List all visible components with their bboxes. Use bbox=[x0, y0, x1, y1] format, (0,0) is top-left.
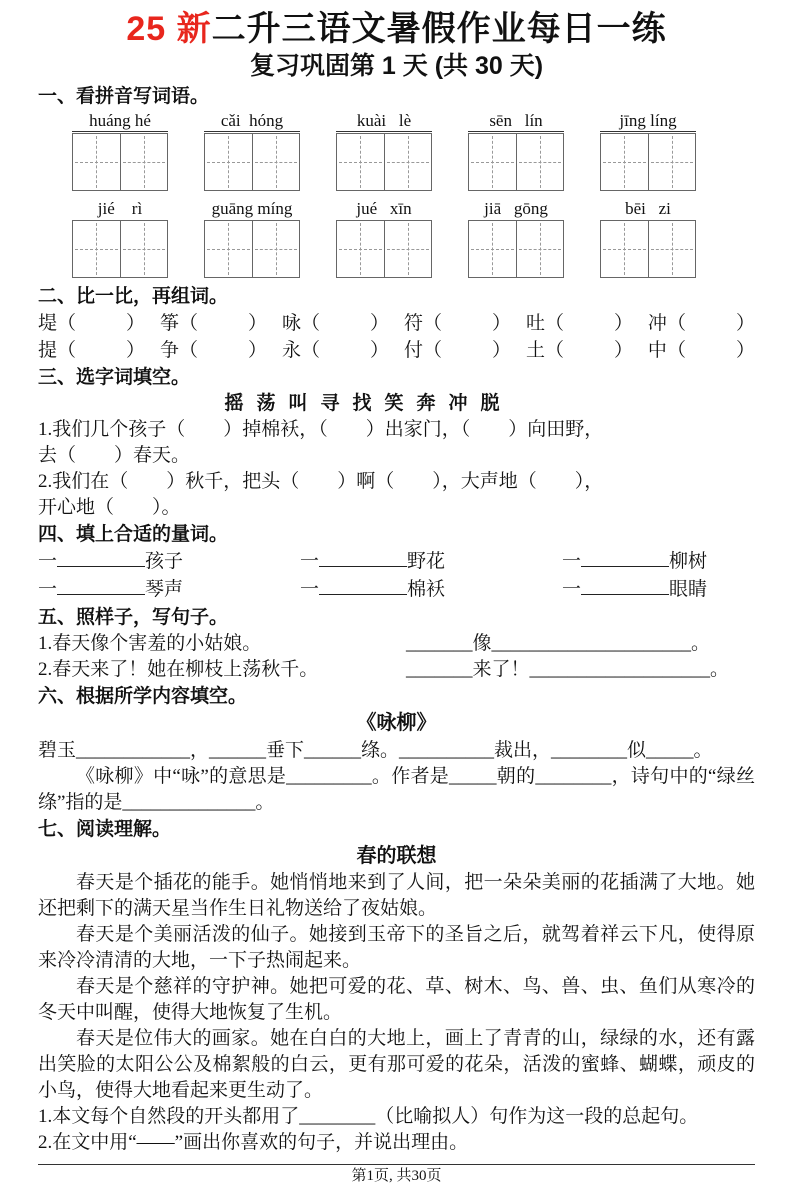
paren-close: ） bbox=[735, 313, 755, 334]
poem-fill-line: 碧玉____________，______垂下______绦。__________裁出，________似_____。 bbox=[38, 740, 713, 761]
answer-line bbox=[581, 564, 669, 567]
measure-prefix: 一 bbox=[562, 579, 582, 600]
example-sentence: 2.春天来了！她在柳枝上荡秋千。 bbox=[38, 659, 319, 680]
pinyin-label: cǎi hóng bbox=[204, 110, 300, 132]
page-number: 第1页, 共30页 bbox=[351, 1168, 442, 1184]
writing-cell bbox=[73, 221, 120, 277]
writing-grid bbox=[336, 133, 432, 191]
section5-heading: 五、照样子，写句子。 bbox=[38, 607, 229, 628]
compare-item bbox=[526, 337, 633, 364]
compare-item bbox=[38, 337, 145, 364]
paren-open: （ bbox=[300, 340, 320, 361]
measure-prefix: 一 bbox=[38, 579, 58, 600]
page-title bbox=[38, 8, 755, 50]
compare-char: 土 bbox=[525, 340, 545, 361]
fill-in-line: 开心地（ ）。 bbox=[38, 497, 181, 518]
compare-char: 筝 bbox=[159, 313, 179, 334]
paren-open: （ bbox=[300, 313, 320, 334]
fill-in-line: 去（ ）春天。 bbox=[38, 445, 191, 466]
example-row bbox=[38, 631, 755, 657]
reading-questions bbox=[38, 1104, 755, 1156]
answer-line bbox=[319, 564, 407, 567]
pinyin-group bbox=[204, 198, 300, 278]
measure-noun: 琴声 bbox=[145, 579, 184, 600]
writing-cell bbox=[337, 134, 384, 190]
pinyin-label: sēn lín bbox=[468, 110, 564, 132]
measure-prefix: 一 bbox=[38, 551, 58, 572]
answer-line bbox=[319, 592, 407, 595]
measure-item bbox=[562, 548, 707, 576]
answer-line bbox=[581, 592, 669, 595]
writing-cell bbox=[469, 221, 516, 277]
pinyin-label: kuài lè bbox=[336, 110, 432, 132]
section6-heading: 六、根据所学内容填空。 bbox=[38, 686, 248, 707]
writing-grid bbox=[600, 220, 696, 278]
section3-heading: 三、选字词填空。 bbox=[38, 367, 191, 388]
passage-title: 春的联想 bbox=[356, 845, 437, 867]
choose-word-lines bbox=[38, 417, 755, 521]
compare-item bbox=[404, 310, 511, 337]
compare-char: 付 bbox=[403, 340, 423, 361]
writing-grid bbox=[468, 133, 564, 191]
pinyin-group bbox=[336, 110, 432, 191]
poem-title: 《咏柳》 bbox=[356, 712, 437, 734]
reading-question: 1.本文每个自然段的开头都用了________（比喻拟人）句作为这一段的总起句。 bbox=[38, 1106, 699, 1127]
passage-paragraph: 春天是位伟大的画家。她在白白的大地上，画上了青青的山，绿绿的水，还有露出笑脸的太阳公公及棉絮般的白云，更有那可爱的花朵，活泼的蜜蜂、蝴蝶，顽皮的小鸟，使得大地看起来更生动了。 bbox=[38, 1028, 755, 1101]
paren-close: ） bbox=[491, 340, 511, 361]
writing-cell bbox=[205, 134, 252, 190]
section7-heading: 七、阅读理解。 bbox=[38, 819, 172, 840]
compare-char: 提 bbox=[38, 340, 58, 361]
writing-grid bbox=[204, 220, 300, 278]
example-sentence: 1.春天像个害羞的小姑娘。 bbox=[38, 633, 262, 654]
fill-in-line: 2.我们在（ ）秋千，把头（ ）啊（ ），大声地（ ）， bbox=[38, 471, 604, 492]
pinyin-group bbox=[336, 198, 432, 278]
writing-cell bbox=[384, 134, 432, 190]
measure-noun: 柳树 bbox=[669, 551, 708, 572]
writing-cell bbox=[252, 221, 300, 277]
compare-row-2 bbox=[38, 337, 755, 364]
compare-item bbox=[526, 310, 633, 337]
writing-cell bbox=[516, 221, 564, 277]
writing-grid bbox=[204, 133, 300, 191]
pinyin-label: bēi zi bbox=[625, 199, 671, 218]
compare-char: 永 bbox=[281, 340, 301, 361]
compare-item bbox=[282, 337, 389, 364]
compare-item bbox=[160, 337, 267, 364]
paren-close: ） bbox=[370, 340, 390, 361]
poem-explain: 《咏柳》中“咏”的意思是_________。作者是_____朝的________，诗句中的“绿丝绦”指的是______________。 bbox=[38, 766, 755, 813]
paren-open: （ bbox=[57, 340, 77, 361]
paren-open: （ bbox=[57, 313, 77, 334]
writing-cell bbox=[516, 134, 564, 190]
writing-cell bbox=[601, 134, 648, 190]
title-year-tag: 25 新 bbox=[126, 10, 212, 48]
paren-close: ） bbox=[126, 313, 146, 334]
pinyin-group bbox=[204, 110, 300, 191]
word-bank: 摇荡叫寻找笑奔冲脱 bbox=[224, 393, 513, 414]
answer-line bbox=[57, 564, 145, 567]
paren-close: ） bbox=[248, 313, 268, 334]
pinyin-group bbox=[468, 110, 564, 191]
paren-close: ） bbox=[370, 313, 390, 334]
pinyin-group bbox=[468, 198, 564, 278]
writing-grid bbox=[600, 133, 696, 191]
passage-paragraph: 春天是个美丽活泼的仙子。她接到玉帝下的圣旨之后，就驾着祥云下凡，使得原来冷冷清清的大地，一下子热闹起来。 bbox=[38, 924, 755, 971]
compare-row-1 bbox=[38, 310, 755, 337]
compare-item bbox=[160, 310, 267, 337]
fill-in-line: 1.我们几个孩子（ ）掉棉袄，（ ）出家门，（ ）向田野， bbox=[38, 419, 604, 440]
writing-grid bbox=[468, 220, 564, 278]
writing-grid bbox=[336, 220, 432, 278]
measure-prefix: 一 bbox=[300, 579, 320, 600]
writing-cell bbox=[337, 221, 384, 277]
passage-paragraphs bbox=[38, 870, 755, 1104]
measure-item bbox=[38, 576, 300, 604]
paren-open: （ bbox=[422, 313, 442, 334]
paren-open: （ bbox=[179, 340, 199, 361]
pinyin-group bbox=[72, 198, 168, 278]
writing-cell bbox=[601, 221, 648, 277]
compare-item bbox=[648, 310, 755, 337]
pinyin-label: jié rì bbox=[97, 199, 143, 218]
writing-cell bbox=[73, 134, 120, 190]
section-measure-words bbox=[38, 523, 755, 604]
writing-cell bbox=[648, 221, 696, 277]
section4-heading: 四、填上合适的量词。 bbox=[38, 524, 229, 545]
compare-item bbox=[38, 310, 145, 337]
measure-item bbox=[562, 576, 707, 604]
compare-char: 争 bbox=[159, 340, 179, 361]
pinyin-group bbox=[600, 110, 696, 191]
paren-close: ） bbox=[126, 340, 146, 361]
compare-char: 中 bbox=[647, 340, 667, 361]
compare-char: 堤 bbox=[38, 313, 58, 334]
example-row bbox=[38, 657, 755, 683]
paren-close: ） bbox=[491, 313, 511, 334]
measure-item bbox=[300, 576, 562, 604]
compare-char: 符 bbox=[403, 313, 423, 334]
section-poem bbox=[38, 685, 755, 816]
page-subtitle: 复习巩固第 1 天 (共 30 天) bbox=[249, 52, 544, 80]
title-main: 二升三语文暑假作业每日一练 bbox=[211, 10, 667, 48]
compare-char: 冲 bbox=[647, 313, 667, 334]
section2-heading: 二、比一比，再组词。 bbox=[38, 286, 229, 307]
compare-char: 吐 bbox=[525, 313, 545, 334]
measure-item bbox=[38, 548, 300, 576]
pinyin-group bbox=[600, 198, 696, 278]
compare-item bbox=[404, 337, 511, 364]
paren-close: ） bbox=[613, 340, 633, 361]
compare-char: 咏 bbox=[281, 313, 301, 334]
passage-paragraph: 春天是个慈祥的守护神。她把可爱的花、草、树木、鸟、兽、虫、鱼们从寒冷的冬天中叫醒，使得大地恢复了生机。 bbox=[38, 976, 755, 1023]
pinyin-row-2 bbox=[72, 198, 696, 278]
paren-close: ） bbox=[613, 313, 633, 334]
section-pinyin bbox=[38, 85, 755, 278]
writing-cell bbox=[205, 221, 252, 277]
example-rows bbox=[38, 631, 755, 683]
paren-open: （ bbox=[666, 313, 686, 334]
paren-open: （ bbox=[666, 340, 686, 361]
section1-heading: 一、看拼音写词语。 bbox=[38, 86, 210, 107]
paren-open: （ bbox=[544, 340, 564, 361]
pinyin-label: jīng líng bbox=[600, 110, 696, 132]
writing-cell bbox=[469, 134, 516, 190]
reading-question: 2.在文中用“——”画出你喜欢的句子，并说出理由。 bbox=[38, 1132, 469, 1153]
paren-open: （ bbox=[544, 313, 564, 334]
example-answer: _______来了！___________________。 bbox=[406, 659, 730, 680]
pinyin-group bbox=[72, 110, 168, 191]
writing-cell bbox=[120, 221, 168, 277]
pinyin-row-1 bbox=[72, 110, 696, 191]
passage-paragraph: 春天是个插花的能手。她悄悄地来到了人间，把一朵朵美丽的花插满了大地。她还把剩下的满天星当作生日礼物送给了夜姑娘。 bbox=[38, 872, 755, 919]
writing-cell bbox=[648, 134, 696, 190]
paren-open: （ bbox=[179, 313, 199, 334]
compare-item bbox=[648, 337, 755, 364]
writing-grid bbox=[72, 133, 168, 191]
section-choose-words bbox=[38, 366, 755, 521]
writing-cell bbox=[384, 221, 432, 277]
measure-noun: 孩子 bbox=[145, 551, 184, 572]
pinyin-label: jué xīn bbox=[356, 199, 412, 218]
measure-row-2 bbox=[38, 576, 755, 604]
writing-grid bbox=[72, 220, 168, 278]
answer-line bbox=[57, 592, 145, 595]
paren-open: （ bbox=[422, 340, 442, 361]
writing-cell bbox=[252, 134, 300, 190]
paren-close: ） bbox=[735, 340, 755, 361]
measure-prefix: 一 bbox=[300, 551, 320, 572]
compare-item bbox=[282, 310, 389, 337]
paren-close: ） bbox=[248, 340, 268, 361]
section-compare bbox=[38, 285, 755, 364]
example-answer: _______像_____________________。 bbox=[406, 633, 711, 654]
pinyin-label: jiā gōng bbox=[484, 199, 548, 218]
pinyin-label: huáng hé bbox=[72, 110, 168, 132]
section-sentences bbox=[38, 606, 755, 683]
pinyin-label: guāng míng bbox=[211, 199, 293, 218]
measure-prefix: 一 bbox=[562, 551, 582, 572]
measure-noun: 眼睛 bbox=[669, 579, 708, 600]
measure-noun: 棉袄 bbox=[407, 579, 446, 600]
writing-cell bbox=[120, 134, 168, 190]
measure-noun: 野花 bbox=[407, 551, 446, 572]
measure-item bbox=[300, 548, 562, 576]
section-reading bbox=[38, 818, 755, 1156]
measure-row-1 bbox=[38, 548, 755, 576]
